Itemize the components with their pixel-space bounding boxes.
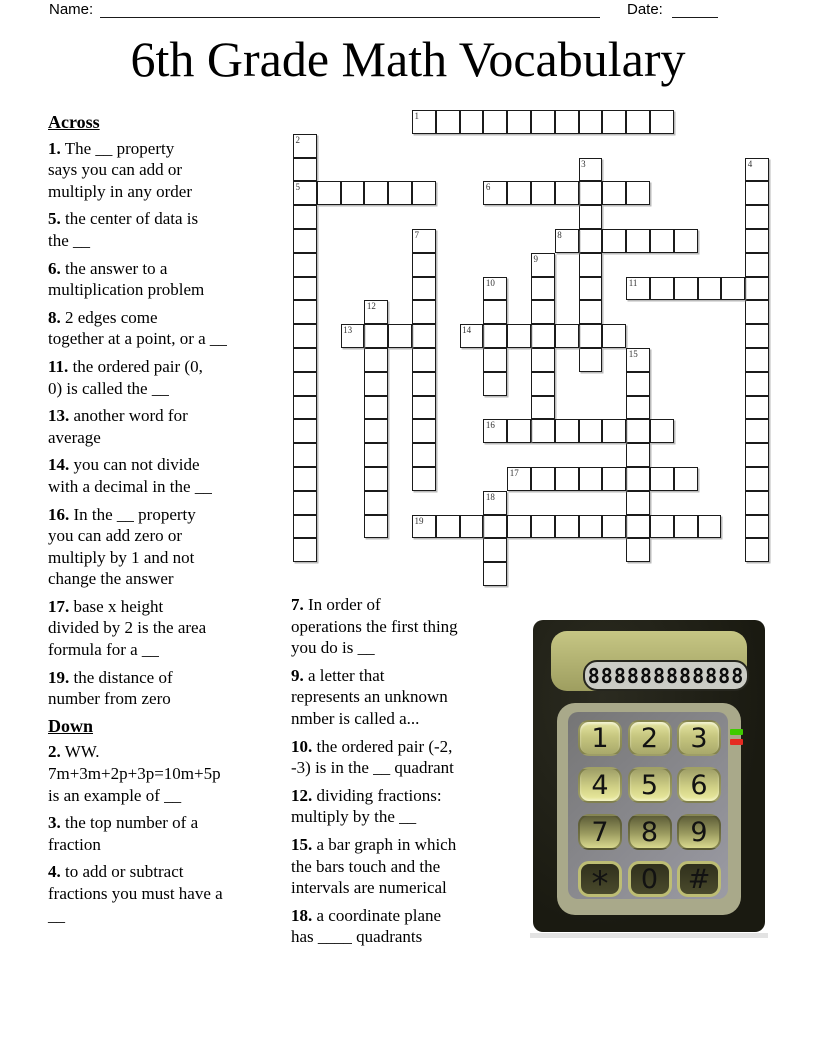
crossword-cell[interactable]: [555, 324, 579, 348]
crossword-cell[interactable]: [364, 300, 388, 324]
crossword-cell[interactable]: [745, 181, 769, 205]
crossword-cell[interactable]: [412, 277, 436, 301]
clue: 8. 2 edges come together at a point, or a __: [48, 307, 227, 349]
crossword-cell[interactable]: [293, 443, 317, 467]
crossword-cell[interactable]: [364, 348, 388, 372]
crossword-cell[interactable]: [293, 181, 317, 205]
crossword-cell[interactable]: [364, 443, 388, 467]
cell-number: 12: [366, 301, 376, 312]
clue: 17. base x height divided by 2 is the area formula for a __: [48, 596, 207, 660]
clue: 18. a coordinate plane has ____ quadrants: [291, 905, 442, 947]
cell-number: 13: [343, 325, 353, 336]
green-indicator-light: [730, 729, 743, 735]
calculator-key-area: [568, 712, 728, 904]
crossword-cell[interactable]: [531, 396, 555, 420]
crossword-cell[interactable]: [293, 300, 317, 324]
crossword-cell[interactable]: [745, 396, 769, 420]
clue-number: 17.: [48, 596, 70, 616]
calculator-display: 888888888888: [583, 660, 749, 691]
crossword-cell[interactable]: [531, 324, 555, 348]
clue: 4. to add or subtract fractions you must have a __: [48, 862, 223, 925]
crossword-cell[interactable]: [626, 229, 650, 253]
crossword-cell[interactable]: [745, 443, 769, 467]
crossword-cell[interactable]: [579, 324, 603, 348]
crossword-cell[interactable]: [531, 181, 555, 205]
crossword-cell[interactable]: [650, 277, 674, 301]
crossword-cell[interactable]: [388, 181, 412, 205]
crossword-cell[interactable]: [460, 110, 484, 134]
crossword-cell[interactable]: [721, 277, 745, 301]
crossword-cell[interactable]: [674, 515, 698, 539]
crossword-cell[interactable]: [531, 277, 555, 301]
crossword-cell[interactable]: [745, 324, 769, 348]
crossword-cell[interactable]: [626, 467, 650, 491]
name-blank-line[interactable]: [100, 1, 600, 18]
crossword-cell[interactable]: [388, 324, 412, 348]
crossword-cell[interactable]: [579, 253, 603, 277]
crossword-cell[interactable]: [626, 443, 650, 467]
crossword-cell[interactable]: [626, 538, 650, 562]
crossword-cell[interactable]: [531, 372, 555, 396]
crossword-cell[interactable]: [531, 419, 555, 443]
calculator-key: 2: [628, 720, 672, 756]
crossword-cell[interactable]: [412, 181, 436, 205]
crossword-cell[interactable]: [579, 348, 603, 372]
crossword-cell[interactable]: [364, 324, 388, 348]
crossword-cell[interactable]: [507, 181, 531, 205]
calculator-image: [533, 620, 765, 932]
crossword-cell[interactable]: [483, 562, 507, 586]
crossword-cell[interactable]: [293, 515, 317, 539]
crossword-cell[interactable]: [483, 110, 507, 134]
clue-number: 12.: [291, 785, 313, 805]
crossword-cell[interactable]: [293, 348, 317, 372]
crossword-cell[interactable]: [293, 277, 317, 301]
crossword-cell[interactable]: [579, 110, 603, 134]
cell-number: 7: [414, 230, 419, 240]
crossword-cell[interactable]: [317, 181, 341, 205]
crossword-cell[interactable]: [293, 253, 317, 277]
clue: 13. another word for average: [48, 406, 188, 447]
date-label: Date:: [627, 1, 663, 18]
clue: 1. The __ property says you can add or multiply in any order: [48, 138, 193, 201]
crossword-cell[interactable]: [555, 181, 579, 205]
date-blank-line[interactable]: [672, 1, 718, 18]
cell-number: 8: [557, 230, 562, 240]
crossword-cell[interactable]: [698, 515, 722, 539]
crossword-cell[interactable]: [745, 348, 769, 372]
crossword-cell[interactable]: [555, 110, 579, 134]
clue: 5. the center of data is the __: [48, 209, 199, 250]
cell-number: 14: [462, 325, 472, 336]
crossword-cell[interactable]: [412, 324, 436, 348]
crossword-cell[interactable]: [507, 515, 531, 539]
clue-number: 10.: [291, 736, 313, 756]
crossword-cell[interactable]: [412, 253, 436, 277]
crossword-cell[interactable]: [626, 181, 650, 205]
crossword-cell[interactable]: [650, 467, 674, 491]
calculator-key: 3: [677, 720, 721, 756]
crossword-cell[interactable]: [293, 324, 317, 348]
crossword-cell[interactable]: [364, 419, 388, 443]
crossword-cell[interactable]: [531, 515, 555, 539]
clue-column-right: [291, 594, 527, 954]
clue: 9. a letter that represents an unknown nmber is called a...: [291, 665, 448, 728]
calculator-key: 1: [578, 720, 622, 756]
crossword-cell[interactable]: [579, 158, 603, 182]
crossword-cell[interactable]: [483, 538, 507, 562]
crossword-cell[interactable]: [364, 181, 388, 205]
crossword-cell[interactable]: [650, 229, 674, 253]
clue-number: 1.: [48, 138, 61, 158]
cell-number: 5: [295, 182, 300, 193]
down-clue-list-left: [48, 741, 288, 926]
crossword-cell[interactable]: [745, 419, 769, 443]
crossword-cell[interactable]: [436, 515, 460, 539]
clue-number: 18.: [291, 905, 313, 925]
crossword-cell[interactable]: [293, 134, 317, 158]
crossword-cell[interactable]: [674, 467, 698, 491]
crossword-cell[interactable]: [626, 515, 650, 539]
crossword-cell[interactable]: [531, 253, 555, 277]
cell-number: 6: [485, 182, 491, 193]
crossword-cell[interactable]: [483, 419, 507, 443]
clue-number: 19.: [48, 667, 70, 687]
clue-number: 2.: [48, 742, 61, 762]
calculator-key: #: [677, 861, 721, 897]
crossword-cell[interactable]: [483, 348, 507, 372]
crossword-cell[interactable]: [602, 467, 626, 491]
crossword-cell[interactable]: [483, 300, 507, 324]
crossword-cell[interactable]: [745, 300, 769, 324]
crossword-cell[interactable]: [364, 372, 388, 396]
crossword-cell[interactable]: [364, 515, 388, 539]
crossword-cell[interactable]: [412, 300, 436, 324]
crossword-cell[interactable]: [745, 277, 769, 301]
crossword-cell[interactable]: [293, 372, 317, 396]
crossword-cell[interactable]: [483, 277, 507, 301]
crossword-cell[interactable]: [602, 181, 626, 205]
crossword-cell[interactable]: [412, 467, 436, 491]
crossword-cell[interactable]: [555, 467, 579, 491]
cell-number: 3: [581, 158, 586, 169]
crossword-cell[interactable]: [602, 229, 626, 253]
crossword-cell[interactable]: [674, 277, 698, 301]
crossword-cell[interactable]: [650, 515, 674, 539]
clue-number: 9.: [291, 665, 304, 685]
clue: 10. the ordered pair (-2, -3) is in the __ quadrant: [291, 736, 454, 778]
clue-column-left: [48, 112, 288, 932]
crossword-cell[interactable]: [579, 229, 603, 253]
crossword-cell[interactable]: [531, 467, 555, 491]
crossword-cell[interactable]: [555, 419, 579, 443]
crossword-cell[interactable]: [364, 467, 388, 491]
clue: 16. In the __ property you can add zero or multiply by 1 and not change the answer: [48, 504, 196, 589]
calculator-key: 6: [677, 767, 721, 803]
crossword-cell[interactable]: [745, 229, 769, 253]
calculator-key: 8: [628, 814, 672, 850]
calculator-top-panel: [551, 631, 747, 691]
clue-number: 15.: [291, 834, 313, 854]
clue-number: 4.: [48, 862, 61, 882]
crossword-cell[interactable]: [483, 515, 507, 539]
across-clue-list: [48, 138, 288, 710]
clue: 7. In order of operations the first thing you do is __: [291, 595, 458, 658]
crossword-cell[interactable]: [412, 372, 436, 396]
crossword-cell[interactable]: [579, 515, 603, 539]
down-heading: Down: [48, 715, 94, 736]
crossword-cell[interactable]: [412, 396, 436, 420]
down-clue-list-right: [291, 594, 527, 948]
crossword-cell[interactable]: [579, 205, 603, 229]
crossword-cell[interactable]: [745, 467, 769, 491]
crossword-cell[interactable]: [579, 277, 603, 301]
clue: 3. the top number of a fraction: [48, 813, 199, 854]
crossword-cell[interactable]: [579, 181, 603, 205]
crossword-cell[interactable]: [626, 396, 650, 420]
crossword-cell[interactable]: [626, 491, 650, 515]
clue-number: 14.: [48, 455, 70, 475]
crossword-cell[interactable]: [650, 110, 674, 134]
crossword-cell[interactable]: [507, 324, 531, 348]
crossword-cell[interactable]: [626, 348, 650, 372]
crossword-cell[interactable]: [293, 538, 317, 562]
clue-number: 11.: [48, 356, 69, 376]
clue-number: 16.: [48, 504, 70, 524]
crossword-cell[interactable]: [579, 467, 603, 491]
crossword-cell[interactable]: [579, 419, 603, 443]
clue-number: 6.: [48, 258, 61, 278]
crossword-cell[interactable]: [626, 419, 650, 443]
cell-number: 18: [485, 491, 495, 502]
crossword-cell[interactable]: [555, 229, 579, 253]
clue: 12. dividing fractions: multiply by the __: [291, 785, 442, 827]
cell-number: 4: [747, 158, 753, 169]
crossword-cell[interactable]: [745, 491, 769, 515]
clue-number: 7.: [291, 595, 304, 614]
clue-number: 5.: [48, 209, 61, 229]
cell-number: 17: [509, 468, 519, 478]
calculator-key: 9: [677, 814, 721, 850]
crossword-cell[interactable]: [579, 300, 603, 324]
red-indicator-light: [730, 739, 743, 745]
crossword-cell[interactable]: [483, 491, 507, 515]
calculator-key: 4: [578, 767, 622, 803]
crossword-cell[interactable]: [745, 205, 769, 229]
crossword-cell[interactable]: [364, 491, 388, 515]
crossword-cell[interactable]: [507, 419, 531, 443]
crossword-cell[interactable]: [531, 300, 555, 324]
crossword-cell[interactable]: [507, 110, 531, 134]
crossword-cell[interactable]: [412, 515, 436, 539]
calculator-keypad: [557, 703, 741, 915]
cell-number: 15: [628, 349, 638, 359]
calculator-key: 7: [578, 814, 622, 850]
crossword-cell[interactable]: [674, 229, 698, 253]
crossword-cell[interactable]: [293, 205, 317, 229]
crossword-cell[interactable]: [745, 372, 769, 396]
crossword-cell[interactable]: [745, 515, 769, 539]
clue: 19. the distance of number from zero: [48, 667, 173, 709]
crossword-cell[interactable]: [531, 110, 555, 134]
crossword-cell[interactable]: [412, 419, 436, 443]
clue: 2. WW. 7m+3m+2p+3p=10m+5p is an example of __: [48, 742, 221, 805]
crossword-cell[interactable]: [483, 372, 507, 396]
cell-number: 9: [533, 253, 538, 264]
cell-number: 10: [485, 277, 495, 288]
crossword-cell[interactable]: [460, 515, 484, 539]
clue: 14. you can not divide with a decimal in the __: [48, 455, 212, 496]
crossword-cell[interactable]: [412, 229, 436, 253]
crossword-cell[interactable]: [364, 396, 388, 420]
crossword-cell[interactable]: [436, 110, 460, 134]
crossword-cell[interactable]: [341, 181, 365, 205]
crossword-cell[interactable]: [602, 110, 626, 134]
calculator-bottom-strip: [530, 933, 768, 938]
crossword-cell[interactable]: [626, 277, 650, 301]
crossword-cell[interactable]: [412, 110, 436, 134]
crossword-cell[interactable]: [626, 110, 650, 134]
crossword-cell[interactable]: [602, 324, 626, 348]
crossword-cell[interactable]: [293, 396, 317, 420]
crossword-cell[interactable]: [412, 348, 436, 372]
cell-number: 2: [295, 134, 300, 145]
crossword-cell[interactable]: [341, 324, 365, 348]
crossword-cell[interactable]: [293, 491, 317, 515]
name-label: Name:: [49, 1, 94, 18]
calculator-key: *: [578, 861, 622, 897]
crossword-cell[interactable]: [293, 158, 317, 182]
clue-number: 8.: [48, 307, 61, 327]
crossword-cell[interactable]: [507, 467, 531, 491]
cell-number: 1: [414, 111, 419, 121]
crossword-cell[interactable]: [698, 277, 722, 301]
crossword-cell[interactable]: [626, 372, 650, 396]
crossword-cell[interactable]: [293, 229, 317, 253]
cell-number: 16: [485, 420, 495, 431]
clue: 6. the answer to a multiplication problem: [48, 258, 205, 300]
crossword-cell[interactable]: [412, 443, 436, 467]
crossword-cell[interactable]: [483, 324, 507, 348]
crossword-cell[interactable]: [293, 419, 317, 443]
calculator-key: 0: [628, 861, 672, 897]
clue-number: 3.: [48, 813, 61, 833]
crossword-cell[interactable]: [602, 419, 626, 443]
crossword-cell[interactable]: [531, 348, 555, 372]
crossword-cell[interactable]: [293, 467, 317, 491]
calculator-key: 5: [628, 767, 672, 803]
crossword-cell[interactable]: [483, 181, 507, 205]
across-heading: Across: [48, 112, 100, 132]
crossword-cell[interactable]: [460, 324, 484, 348]
crossword-cell[interactable]: [745, 538, 769, 562]
page-title: 6th Grade Math Vocabulary: [130, 31, 686, 87]
clue: 11. the ordered pair (0, 0) is called the __: [48, 356, 203, 398]
crossword-cell[interactable]: [555, 515, 579, 539]
clue-number: 13.: [48, 406, 70, 426]
crossword-cell[interactable]: [650, 419, 674, 443]
cell-number: 19: [414, 515, 424, 526]
clue: 15. a bar graph in which the bars touch and the intervals are numerical: [291, 834, 457, 898]
crossword-cell[interactable]: [745, 158, 769, 182]
crossword-cell[interactable]: [602, 515, 626, 539]
cell-number: 11: [628, 277, 638, 288]
crossword-cell[interactable]: [745, 253, 769, 277]
